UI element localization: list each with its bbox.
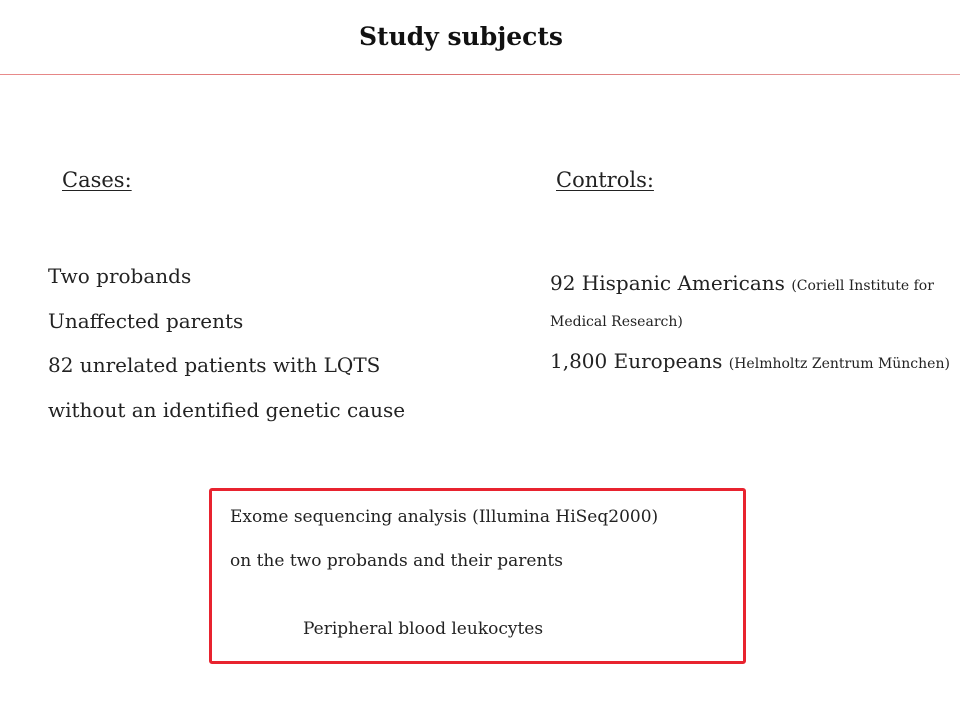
slide-title: Study subjects [358,22,564,51]
controls-item-hispanic-main: 92 Hispanic Americans [550,271,792,295]
controls-item-hispanic [550,265,950,343]
methods-line-sample: Peripheral blood leukocytes [303,619,544,639]
cases-item-patients: 82 unrelated patients with LQTS [48,353,381,378]
cases-item-patients-cont: without an identified genetic cause [48,398,406,423]
controls-item-europeans-source: (Helmholtz Zentrum München) [728,356,950,372]
controls-heading: Controls: [556,168,654,192]
methods-line-sequencing: Exome sequencing analysis (Illumina HiSeq2000) [230,507,659,527]
cases-item-parents: Unaffected parents [48,308,244,333]
cases-heading: Cases: [62,168,132,192]
controls-item-europeans [550,343,950,382]
methods-line-subjects: on the two probands and their parents [230,551,563,571]
title-divider [0,74,960,75]
controls-item-europeans-main: 1,800 Europeans [550,349,729,373]
controls-item-hispanic-source: (Coriell Institute for Medical Research) [550,278,934,330]
controls-list [550,265,950,382]
methods-box [209,488,746,664]
cases-item-probands: Two probands [48,264,192,288]
cases-list [48,254,405,433]
